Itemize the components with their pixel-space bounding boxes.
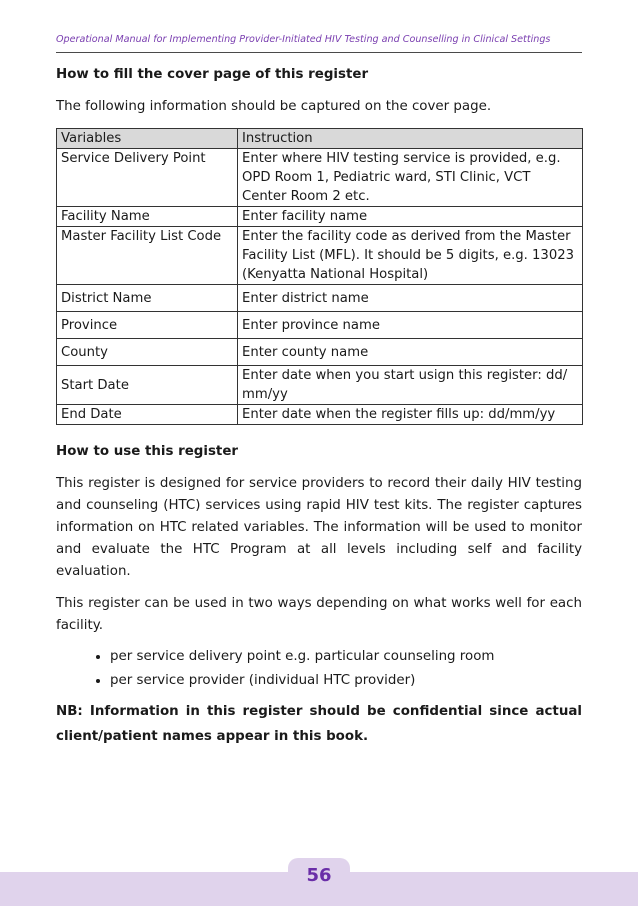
- table-row: [57, 339, 583, 366]
- variables-table: [56, 128, 583, 425]
- table-cell-instruction: Enter where HIV testing service is provided, e.g. OPD Room 1, Pediatric ward, STI Clinic, VCT Center Room 2 etc.: [238, 149, 583, 207]
- page-number: 56: [306, 865, 332, 886]
- table-cell-variable: Start Date: [57, 366, 238, 405]
- table-cell-variable: End Date: [57, 405, 238, 425]
- running-head: Operational Manual for Implementing Provider-Initiated HIV Testing and Counselling in Clinical Settings: [56, 34, 551, 45]
- intro-paragraph: The following information should be captured on the cover page.: [56, 99, 492, 114]
- table-cell-instruction: Enter date when you start usign this register: dd/ mm/yy: [238, 366, 583, 405]
- section-heading-use-register: How to use this register: [56, 444, 239, 459]
- table-row: [57, 405, 583, 425]
- confidentiality-note: NB: Information in this register should be confidential since actual client/patient names appear in this book.: [56, 704, 582, 744]
- table-row: [57, 285, 583, 312]
- register-usage-paragraph: This register can be used in two ways depending on what works well for each facility.: [56, 596, 582, 633]
- table-cell-instruction: Enter the facility code as derived from the Master Facility List (MFL). It should be 5 digits, e.g. 13023 (Kenyatta National Hospital): [238, 227, 583, 285]
- table-cell-variable: Province: [57, 312, 238, 339]
- page-content: [56, 64, 582, 759]
- table-row: [57, 207, 583, 227]
- table-cell-instruction: Enter facility name: [238, 207, 583, 227]
- table-cell-variable: Master Facility List Code: [57, 227, 238, 285]
- table-row: [57, 312, 583, 339]
- section-heading-cover-page: How to fill the cover page of this register: [56, 67, 369, 82]
- table-header-row: [57, 129, 583, 149]
- table-cell-instruction: Enter province name: [238, 312, 583, 339]
- list-item: • per service provider (individual HTC provider): [110, 671, 582, 691]
- table-cell-variable: Service Delivery Point: [57, 149, 238, 207]
- table-cell-instruction: Enter date when the register fills up: dd/mm/yy: [238, 405, 583, 425]
- header-rule: [56, 52, 582, 53]
- table-cell-variable: Facility Name: [57, 207, 238, 227]
- table-header-instruction: Instruction: [238, 129, 583, 149]
- register-description-paragraph: This register is designed for service providers to record their daily HIV testing and counseling (HTC) services using rapid HIV test kits. The register captures information on HTC related variables. The information will be used to monitor and evaluate the HTC Program at all levels including self and facility evaluation.: [56, 476, 582, 579]
- list-item: • per service delivery point e.g. particular counseling room: [110, 647, 582, 667]
- table-cell-variable: County: [57, 339, 238, 366]
- usage-list: [56, 647, 582, 691]
- table-row: [57, 366, 583, 405]
- table-row: [57, 227, 583, 285]
- table-cell-instruction: Enter county name: [238, 339, 583, 366]
- table-header-variables: Variables: [57, 129, 238, 149]
- table-row: [57, 149, 583, 207]
- table-cell-variable: District Name: [57, 285, 238, 312]
- table-cell-instruction: Enter district name: [238, 285, 583, 312]
